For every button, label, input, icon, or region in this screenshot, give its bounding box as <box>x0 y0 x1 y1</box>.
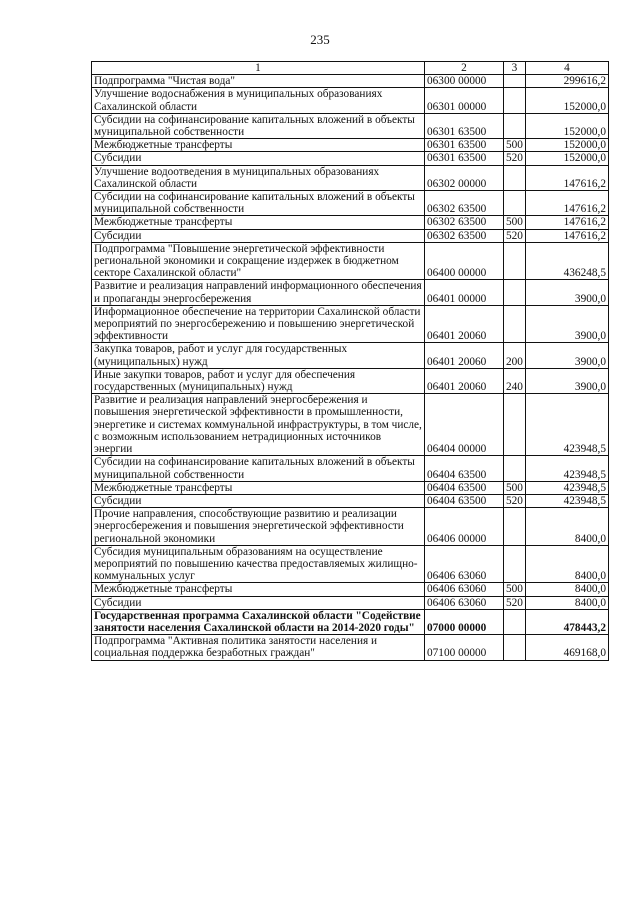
table-row <box>92 368 609 393</box>
row-expense-type-cell: 520 <box>504 596 526 609</box>
row-code-cell: 06404 00000 <box>425 394 504 456</box>
page-number: 235 <box>310 32 330 47</box>
budget-table <box>91 61 609 661</box>
row-code-cell: 06404 63500 <box>425 456 504 481</box>
row-code-cell: 06302 63500 <box>425 216 504 229</box>
row-code-cell: 06301 63500 <box>425 139 504 152</box>
row-code-cell: 06406 63060 <box>425 583 504 596</box>
header-cell-name: 1 <box>92 62 425 75</box>
row-code-cell: 06401 20060 <box>425 368 504 393</box>
table-row <box>92 216 609 229</box>
row-sum-cell: 152000,0 <box>526 113 609 138</box>
header-cell-sum: 4 <box>526 62 609 75</box>
row-code-cell: 06302 63500 <box>425 229 504 242</box>
row-expense-type-cell: 500 <box>504 481 526 494</box>
row-code-cell: 06406 00000 <box>425 508 504 546</box>
row-sum-cell: 152000,0 <box>526 88 609 113</box>
row-name-cell: Межбюджетные трансферты <box>92 139 425 152</box>
row-code-cell: 06401 00000 <box>425 280 504 305</box>
table-row <box>92 152 609 165</box>
row-sum-cell: 147616,2 <box>526 165 609 190</box>
row-sum-cell: 8400,0 <box>526 545 609 583</box>
row-sum-cell: 423948,5 <box>526 481 609 494</box>
table-row <box>92 139 609 152</box>
header-cell-code: 2 <box>425 62 504 75</box>
row-name-cell: Развитие и реализация направлений энергосбережения и повышения энергетической эффективности в промышленности, энергетике и системах коммунальной инфраструктуры, в том числе, с возможным использованием нетрадиционных источников энергии <box>92 394 425 456</box>
row-code-cell: 06301 00000 <box>425 88 504 113</box>
row-code-cell: 06301 63500 <box>425 113 504 138</box>
row-sum-cell: 152000,0 <box>526 152 609 165</box>
row-expense-type-cell <box>504 635 526 660</box>
row-sum-cell: 147616,2 <box>526 216 609 229</box>
row-code-cell: 06406 63060 <box>425 596 504 609</box>
row-sum-cell: 3900,0 <box>526 343 609 368</box>
row-code-cell: 06302 00000 <box>425 165 504 190</box>
row-expense-type-cell <box>504 280 526 305</box>
row-name-cell: Государственная программа Сахалинской области "Содействие занятости населения Сахалинской области на 2014-2020 годы" <box>92 609 425 634</box>
row-sum-cell: 147616,2 <box>526 191 609 216</box>
row-expense-type-cell <box>504 609 526 634</box>
table-row <box>92 456 609 481</box>
row-code-cell: 07000 00000 <box>425 609 504 634</box>
row-expense-type-cell <box>504 113 526 138</box>
table-row <box>92 494 609 507</box>
row-name-cell: Прочие направления, способствующие развитию и реализации энергосбережения и повышения энергетической эффективности региональной экономики <box>92 508 425 546</box>
row-expense-type-cell <box>504 191 526 216</box>
table-row <box>92 165 609 190</box>
row-name-cell: Закупка товаров, работ и услуг для государственных (муниципальных) нужд <box>92 343 425 368</box>
row-expense-type-cell <box>504 88 526 113</box>
row-code-cell: 06300 00000 <box>425 75 504 88</box>
row-expense-type-cell: 500 <box>504 139 526 152</box>
row-sum-cell: 3900,0 <box>526 280 609 305</box>
table-row <box>92 609 609 634</box>
table-row <box>92 191 609 216</box>
row-expense-type-cell <box>504 305 526 343</box>
row-code-cell: 06401 20060 <box>425 305 504 343</box>
row-name-cell: Субсидии <box>92 229 425 242</box>
table-row <box>92 545 609 583</box>
row-expense-type-cell: 500 <box>504 583 526 596</box>
header-cell-expense-type: 3 <box>504 62 526 75</box>
table-row <box>92 242 609 280</box>
table-row <box>92 481 609 494</box>
table-row <box>92 280 609 305</box>
row-expense-type-cell: 520 <box>504 229 526 242</box>
row-sum-cell: 423948,5 <box>526 456 609 481</box>
row-expense-type-cell <box>504 242 526 280</box>
row-sum-cell: 3900,0 <box>526 305 609 343</box>
table-row <box>92 583 609 596</box>
row-name-cell: Субсидии <box>92 152 425 165</box>
row-name-cell: Межбюджетные трансферты <box>92 481 425 494</box>
row-name-cell: Межбюджетные трансферты <box>92 216 425 229</box>
table-row <box>92 88 609 113</box>
row-expense-type-cell <box>504 165 526 190</box>
row-code-cell: 06406 63060 <box>425 545 504 583</box>
row-name-cell: Подпрограмма "Повышение энергетической эффективности региональной экономики и сокращение издержек в бюджетном секторе Сахалинской области" <box>92 242 425 280</box>
row-name-cell: Субсидии на софинансирование капитальных вложений в объекты муниципальной собственности <box>92 113 425 138</box>
row-name-cell: Улучшение водоснабжения в муниципальных образованиях Сахалинской области <box>92 88 425 113</box>
row-name-cell: Иные закупки товаров, работ и услуг для обеспечения государственных (муниципальных) нужд <box>92 368 425 393</box>
table-row <box>92 305 609 343</box>
row-sum-cell: 436248,5 <box>526 242 609 280</box>
table-row <box>92 596 609 609</box>
row-name-cell: Субсидии на софинансирование капитальных вложений в объекты муниципальной собственности <box>92 456 425 481</box>
table-row <box>92 343 609 368</box>
table-row <box>92 394 609 456</box>
table-row <box>92 229 609 242</box>
row-expense-type-cell <box>504 75 526 88</box>
row-code-cell: 06401 20060 <box>425 343 504 368</box>
row-code-cell: 06400 00000 <box>425 242 504 280</box>
table-row <box>92 75 609 88</box>
row-name-cell: Информационное обеспечение на территории Сахалинской области мероприятий по энергосбережению и повышению энергетической эффективности <box>92 305 425 343</box>
row-expense-type-cell: 240 <box>504 368 526 393</box>
row-name-cell: Улучшение водоотведения в муниципальных образованиях Сахалинской области <box>92 165 425 190</box>
row-name-cell: Субсидия муниципальным образованиям на осуществление мероприятий по повышению качества предоставляемых жилищно-коммунальных услуг <box>92 545 425 583</box>
row-sum-cell: 147616,2 <box>526 229 609 242</box>
row-expense-type-cell: 520 <box>504 152 526 165</box>
row-code-cell: 07100 00000 <box>425 635 504 660</box>
row-sum-cell: 3900,0 <box>526 368 609 393</box>
table-header-row <box>92 62 609 75</box>
row-sum-cell: 423948,5 <box>526 394 609 456</box>
row-sum-cell: 8400,0 <box>526 508 609 546</box>
row-name-cell: Субсидии на софинансирование капитальных вложений в объекты муниципальной собственности <box>92 191 425 216</box>
table-row <box>92 508 609 546</box>
table-row <box>92 113 609 138</box>
row-expense-type-cell <box>504 394 526 456</box>
table-row <box>92 635 609 660</box>
row-code-cell: 06404 63500 <box>425 481 504 494</box>
row-expense-type-cell <box>504 545 526 583</box>
row-name-cell: Развитие и реализация направлений информационного обеспечения и пропаганды энергосбережения <box>92 280 425 305</box>
row-sum-cell: 8400,0 <box>526 596 609 609</box>
row-expense-type-cell <box>504 508 526 546</box>
row-sum-cell: 152000,0 <box>526 139 609 152</box>
row-name-cell: Межбюджетные трансферты <box>92 583 425 596</box>
row-code-cell: 06404 63500 <box>425 494 504 507</box>
row-name-cell: Субсидии <box>92 596 425 609</box>
row-code-cell: 06301 63500 <box>425 152 504 165</box>
row-code-cell: 06302 63500 <box>425 191 504 216</box>
row-name-cell: Подпрограмма "Чистая вода" <box>92 75 425 88</box>
row-sum-cell: 8400,0 <box>526 583 609 596</box>
row-expense-type-cell <box>504 456 526 481</box>
row-expense-type-cell: 520 <box>504 494 526 507</box>
row-name-cell: Субсидии <box>92 494 425 507</box>
budget-table-body <box>92 62 609 661</box>
row-sum-cell: 469168,0 <box>526 635 609 660</box>
row-sum-cell: 478443,2 <box>526 609 609 634</box>
row-sum-cell: 299616,2 <box>526 75 609 88</box>
row-expense-type-cell: 500 <box>504 216 526 229</box>
row-name-cell: Подпрограмма "Активная политика занятости населения и социальная поддержка безработных граждан" <box>92 635 425 660</box>
row-expense-type-cell: 200 <box>504 343 526 368</box>
row-sum-cell: 423948,5 <box>526 494 609 507</box>
